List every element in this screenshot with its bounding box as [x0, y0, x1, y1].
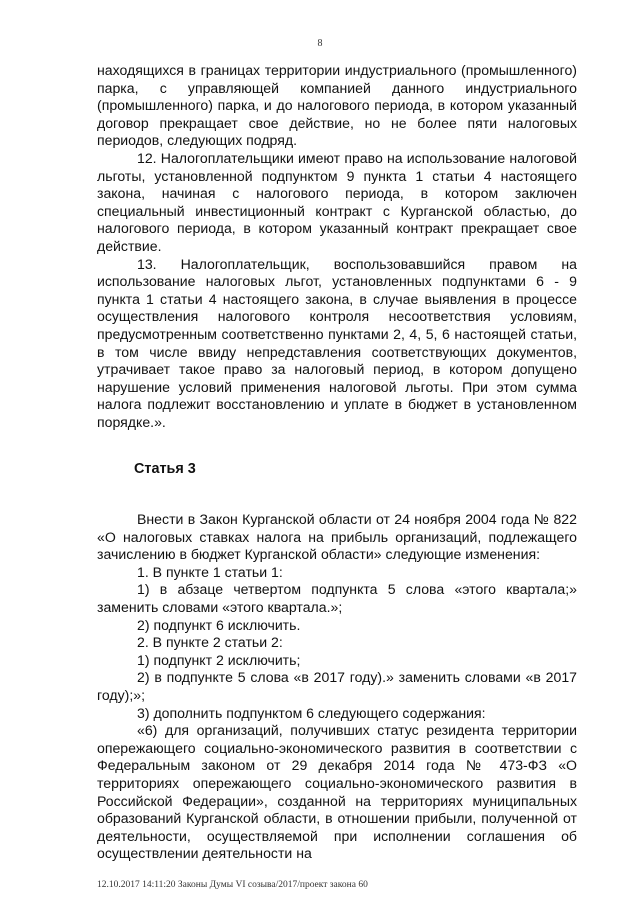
paragraph-continuation: находящихся в границах территории индустриального (промышленного) парка, с управляющей компанией данного индустриального (промышленного) парка, и до налогового периода, в котором указанный договор прекращает свое действие, но не более пяти налоговых периодов, следующих подряд. [97, 62, 577, 149]
paragraph-point-1-subitem-2: 2) подпункт 6 исключить. [137, 616, 301, 633]
paragraph-item-13: 13. Налогоплательщик, воспользовавшийся правом на использование налоговых льгот, установленных подпунктами 6 - 9 пункта 1 статьи 4 настоящего закона, в случае выявления в процессе осуществления налогового контроля несоответствия условиям, предусмотренным соответственно пунктами 2, 4, 5, 6 настоящей статьи, в том числе ввиду непредставления соответствующих документов, утрачивает такое право за налоговый период, в котором допущено нарушение условий применения налоговой льготы. При этом сумма налога подлежит восстановлению и уплате в бюджет в установленном порядке.». [97, 255, 577, 430]
paragraph-subitem-6-text: «6) для организаций, получивших статус резидента территории опережающего социально-экономического развития в соответствии с Федеральным законом от 29 декабря 2014 года № 473-ФЗ «О территориях опережающего социально-экономического развития в Российской Федерации», созданной на территориях муниципальных образований Курганской области, в отношении прибыли, полученной от деятельности, осуществляемой при исполнении соглашения об осуществлении деятельности на [97, 722, 577, 862]
paragraph-point-1-subitem-1: 1) в абзаце четвертом подпункта 5 слова «этого квартала;» заменить словами «этого квартала.»; [97, 581, 577, 616]
document-body [97, 62, 577, 863]
paragraph-point-1: 1. В пункте 1 статьи 1: [137, 563, 283, 580]
article-heading: Статья 3 [134, 461, 196, 478]
page-number: 8 [317, 38, 323, 49]
paragraph-point-2: 2. В пункте 2 статьи 2: [137, 634, 283, 651]
paragraph-item-12: 12. Налогоплательщики имеют право на использование налоговой льготы, установленной подпунктом 9 пункта 1 статьи 4 настоящего закона, начиная с налогового периода, в котором заключен специальный инвестиционный контракт с Курганской областью, до налогового периода, в котором указанный контракт прекращает свое действие. [97, 149, 577, 254]
paragraph-point-2-subitem-1: 1) подпункт 2 исключить; [137, 651, 301, 668]
paragraph-point-2-subitem-3: 3) дополнить подпунктом 6 следующего содержания: [137, 704, 486, 721]
document-footer: 12.10.2017 14:11:20 Законы Думы VI созыва/2017/проект закона 60 [97, 880, 368, 890]
paragraph-point-2-subitem-2: 2) в подпункте 5 слова «в 2017 году).» заменить словами «в 2017 году);»; [97, 669, 577, 703]
paragraph-article-intro: Внести в Закон Курганской области от 24 ноября 2004 года № 822 «О налоговых ставках налога на прибыль организаций, подлежащего зачислению в бюджет Курганской области» следующие изменения: [97, 511, 577, 563]
